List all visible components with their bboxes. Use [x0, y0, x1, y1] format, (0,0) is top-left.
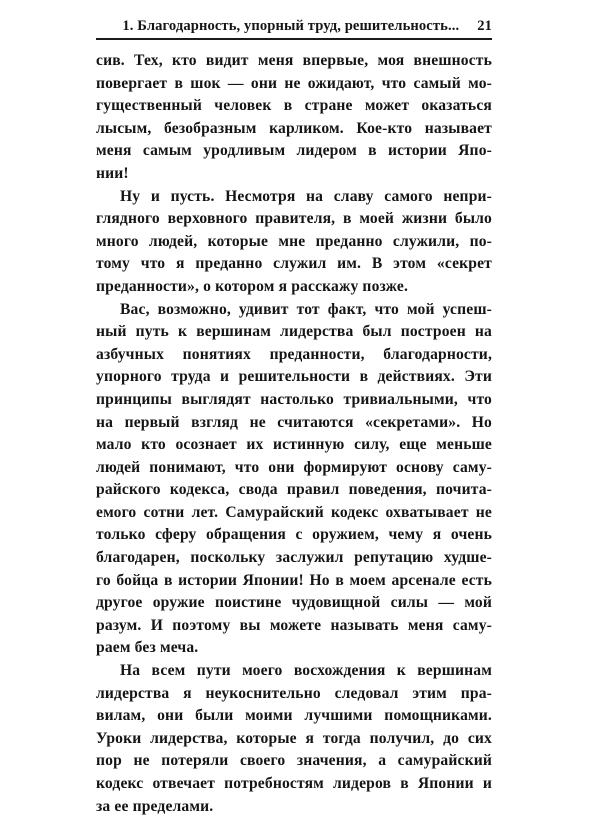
body-text [96, 50, 492, 818]
text-line: пор не потеряли своего значения, а самурайский [96, 752, 492, 770]
paragraph [96, 50, 492, 186]
text-line: упорного труда и решительности в действиях. Эти [96, 368, 492, 386]
text-line: глядного верховного правителя, в моей жизни было [96, 210, 492, 228]
paragraph [96, 660, 492, 818]
text-line: за ее пределами. [96, 797, 214, 815]
text-line: сив. Тех, кто видит меня впервые, моя внешность [96, 52, 492, 69]
text-line: райского кодекса, свода правил поведения, почита- [96, 481, 492, 499]
text-line: Вас, возможно, удивит тот факт, что мой успеш- [120, 300, 492, 318]
text-line: Уроки лидерства, которые я тогда получил, до сих [96, 729, 492, 747]
text-line: благодарен, поскольку заслужил репутацию худше- [96, 549, 492, 567]
text-line: лысым, безобразным карликом. Кое-кто называет [96, 119, 492, 137]
text-line: преданности», о котором я расскажу позже. [96, 277, 409, 295]
text-line: гущественный человек в стране может оказаться [96, 97, 492, 115]
text-line: принципы выглядят настолько тривиальными, что [96, 390, 492, 408]
text-line: меня самым уродливым лидером в истории Япо- [96, 142, 492, 160]
text-line: тому что я преданно служил им. В этом «секрет [96, 255, 492, 273]
text-line: другое оружие поистине чудовищной силы — мой [96, 594, 492, 612]
text-line: только сферу обращения с оружием, чему я очень [96, 526, 492, 544]
running-header [96, 18, 492, 40]
text-line: емого сотни лет. Самурайский кодекс охватывает не [96, 503, 492, 521]
book-page [96, 18, 492, 818]
text-line: Ну и пусть. Несмотря на славу самого непри- [120, 187, 492, 205]
paragraph [96, 186, 492, 299]
text-line: много людей, которые мне преданно служили, по- [96, 232, 492, 250]
text-line: азбучных понятиях преданности, благодарности, [96, 345, 492, 363]
text-line: нии! [96, 164, 129, 182]
text-line: кодекс отвечает потребностям лидеров в Японии и [96, 775, 492, 792]
running-title: 1. Благодарность, упорный труд, решительность... [122, 18, 460, 34]
text-line: ный путь к вершинам лидерства был построен на [96, 323, 492, 341]
text-line: повергает в шок — они не ожидают, что самый мо- [96, 74, 492, 92]
text-line: лидерства я неукоснительно следовал этим пра- [96, 684, 492, 702]
paragraph [96, 299, 492, 661]
text-line: мало кто осознает их истинную силу, еще меньше [96, 436, 492, 454]
text-line: раем без меча. [96, 639, 199, 657]
text-line: вилам, они были моими лучшими помощниками. [96, 707, 492, 725]
text-line: на первый взгляд не считаются «секретами». Но [96, 413, 492, 431]
text-line: На всем пути моего восхождения к вершинам [120, 662, 492, 680]
text-line: разум. И поэтому вы можете называть меня саму- [96, 616, 492, 634]
text-line: го бойца в истории Японии! Но в моем арсенале есть [96, 571, 492, 589]
page-number: 21 [477, 18, 492, 34]
text-line: людей понимают, что они формируют основу саму- [96, 458, 492, 476]
